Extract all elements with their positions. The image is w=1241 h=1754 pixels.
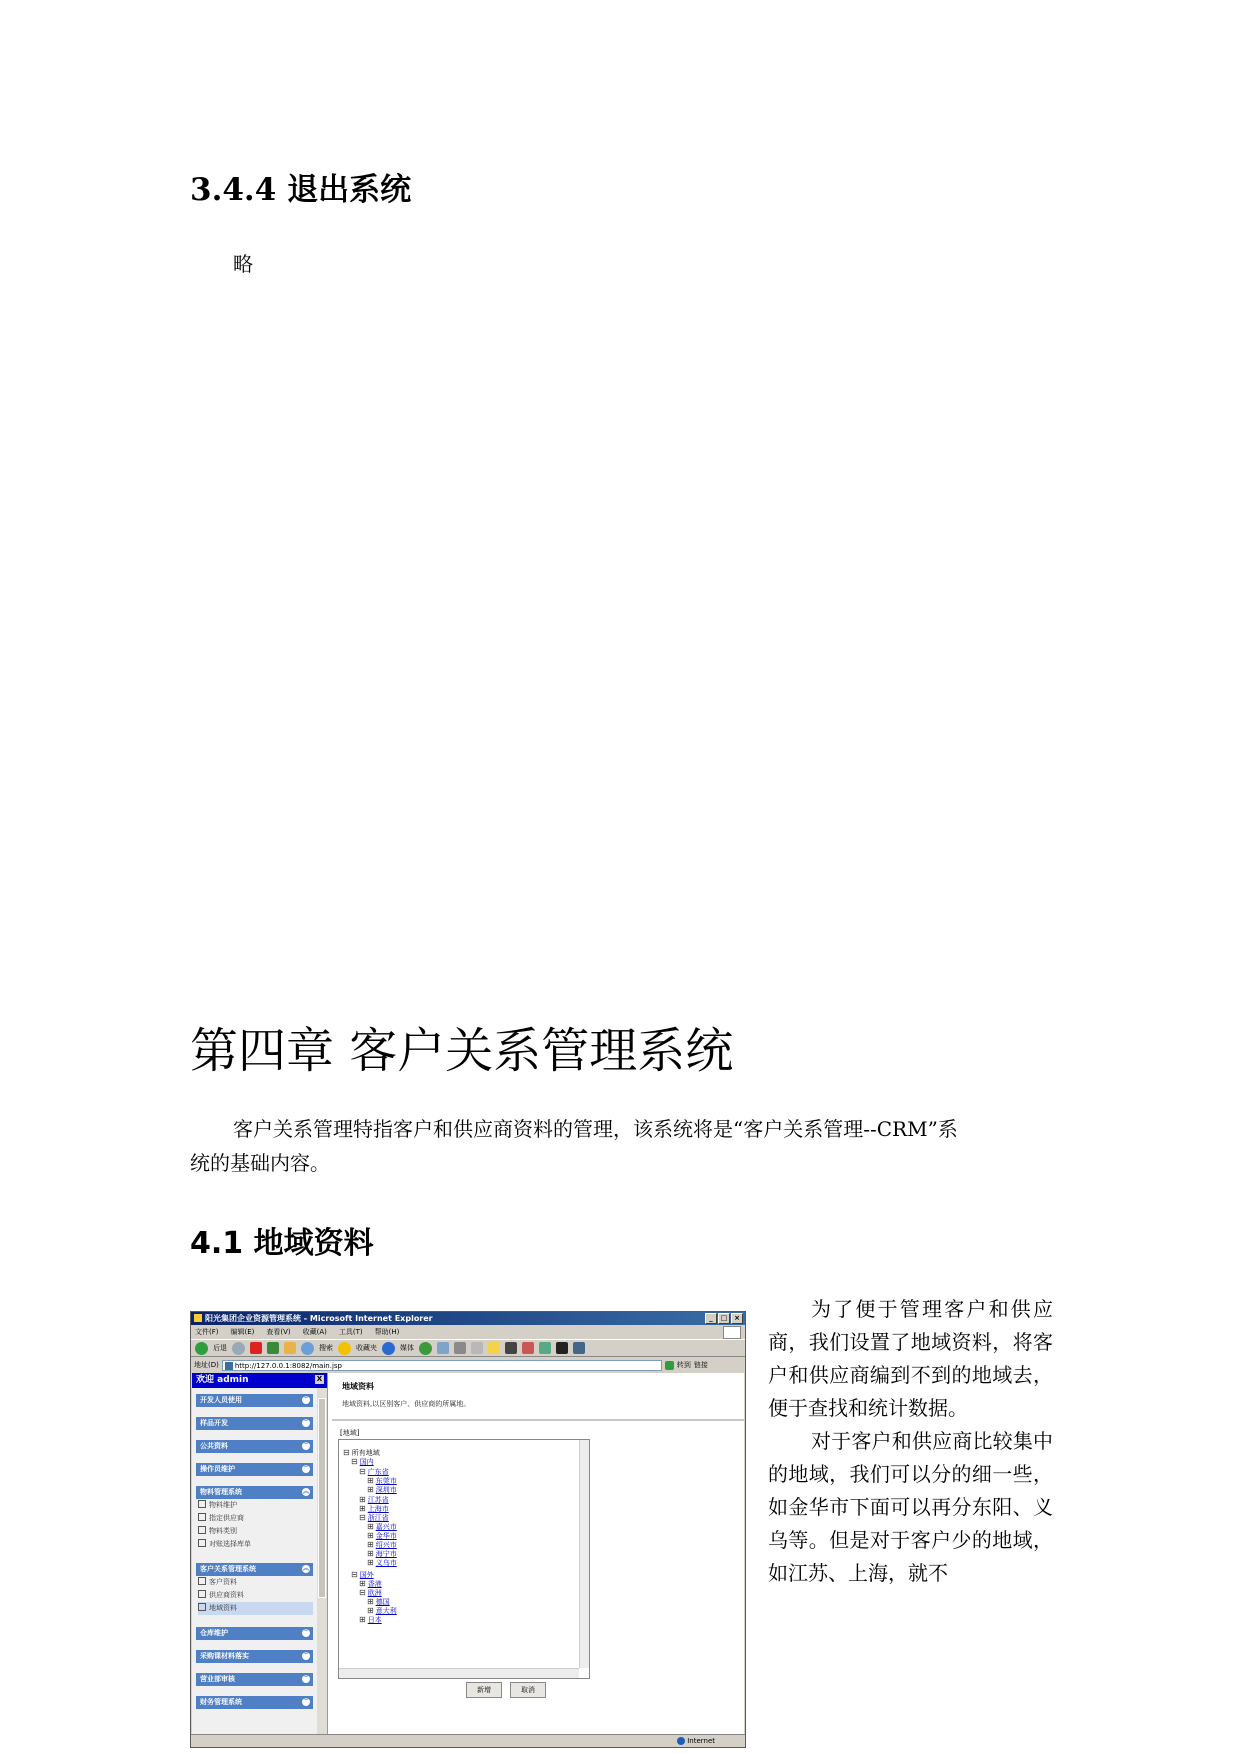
- tree-link[interactable]: 广东省: [367, 1468, 389, 1476]
- section-label: 财务管理系统: [200, 1698, 242, 1706]
- tree-link[interactable]: 深圳市: [375, 1486, 397, 1494]
- links-button[interactable]: 链接: [693, 1361, 708, 1369]
- section-label: 操作员维护: [200, 1465, 235, 1473]
- menu-bar: [191, 1326, 745, 1338]
- tree-label: 所有地域: [351, 1449, 380, 1457]
- tree-node-domestic[interactable]: [351, 1457, 374, 1467]
- messenger-icon[interactable]: [505, 1342, 517, 1354]
- address-bar: [191, 1358, 745, 1372]
- window-controls: [705, 1313, 743, 1324]
- qq-icon[interactable]: [556, 1342, 568, 1354]
- tree-link[interactable]: 义乌市: [375, 1559, 397, 1567]
- tree-link[interactable]: 意大利: [375, 1607, 397, 1615]
- menu-view[interactable]: 查看(V): [266, 1328, 291, 1336]
- research-icon[interactable]: [522, 1342, 534, 1354]
- print-icon[interactable]: [454, 1342, 466, 1354]
- welcome-banner: [192, 1373, 327, 1388]
- discuss-icon[interactable]: [488, 1342, 500, 1354]
- mail-icon[interactable]: [437, 1342, 449, 1354]
- favorites-star-icon[interactable]: [338, 1342, 351, 1355]
- chevron-down-icon: ︾: [302, 1396, 309, 1403]
- sidebar-item-supplier[interactable]: 供应商资料: [198, 1589, 327, 1602]
- tree-link[interactable]: 嘉兴市: [375, 1523, 397, 1531]
- page-description: 地域资料,以区别客户、供应商的所属地。: [342, 1400, 471, 1408]
- sidebar-item-material-maintain[interactable]: 物料维护: [198, 1499, 327, 1512]
- window-title: 阳光集团企业资源管理系统 - Microsoft Internet Explorer: [205, 1314, 433, 1323]
- sidebar-item-region[interactable]: 地域资料: [198, 1602, 313, 1615]
- tree-link[interactable]: 香港: [367, 1580, 382, 1588]
- section-label: 采购课材料落实: [200, 1652, 249, 1660]
- section-label: 样品开发: [200, 1419, 228, 1427]
- tree-link[interactable]: 德国: [375, 1598, 390, 1606]
- section-label: 客户关系管理系统: [200, 1565, 256, 1573]
- sidebar-scrollbar[interactable]: [317, 1388, 327, 1735]
- status-zone: Internet: [675, 1735, 715, 1747]
- chevron-down-icon: ︾: [302, 1652, 309, 1659]
- add-button[interactable]: 新增: [466, 1682, 502, 1698]
- favorites-button-label[interactable]: 收藏夹: [356, 1344, 377, 1352]
- chevron-down-icon: ︾: [302, 1465, 309, 1472]
- window-titlebar: [191, 1312, 745, 1325]
- refresh-icon[interactable]: [267, 1342, 279, 1354]
- tree-link[interactable]: 国内: [359, 1458, 374, 1466]
- go-arrow-icon[interactable]: [665, 1361, 674, 1370]
- tree-vertical-scrollbar[interactable]: [579, 1440, 589, 1668]
- section-heading-3-4-4: 3.4.4 退出系统: [190, 172, 412, 208]
- chevron-down-icon: ︾: [302, 1629, 309, 1636]
- tree-link[interactable]: 国外: [359, 1571, 374, 1579]
- sidebar-section-dev[interactable]: [196, 1394, 313, 1407]
- menu-favorites[interactable]: 收藏(A): [302, 1328, 327, 1336]
- paragraph: 为了便于管理客户和供应商，我们设置了地域资料，将客户和供应商编到不到的地域去，便于查找和统计数据。: [768, 1297, 1053, 1420]
- sidebar-section-operator[interactable]: [196, 1463, 313, 1476]
- address-label: 地址(D): [194, 1361, 219, 1369]
- stop-icon[interactable]: [250, 1342, 262, 1354]
- tree-link[interactable]: 金华市: [375, 1532, 397, 1540]
- tree-link[interactable]: 绍兴市: [375, 1541, 397, 1549]
- page-content: [192, 1373, 744, 1735]
- close-icon[interactable]: X: [316, 1375, 323, 1383]
- menu-edit[interactable]: 编辑(E): [230, 1328, 255, 1336]
- section-label: 物料管理系统: [200, 1488, 242, 1496]
- tree-link[interactable]: 上海市: [367, 1505, 389, 1513]
- back-button-label[interactable]: 后退: [213, 1344, 227, 1352]
- chevron-down-icon: ︾: [302, 1675, 309, 1682]
- tree-link[interactable]: 浙江省: [367, 1514, 389, 1522]
- welcome-text: 欢迎 admin: [196, 1375, 249, 1385]
- chevron-up-icon: ︽: [302, 1565, 309, 1572]
- tree-node-japan[interactable]: [359, 1615, 382, 1625]
- sidebar-item-material-category[interactable]: 物料类别: [198, 1525, 327, 1538]
- chapter-intro-paragraph: 客户关系管理特指客户和供应商资料的管理，该系统将是“客户关系管理--CRM”系统的基础内容。: [190, 1117, 958, 1175]
- sidebar-item-assign-supplier[interactable]: 指定供应商: [198, 1512, 327, 1525]
- divider: [332, 1419, 744, 1421]
- tree-link[interactable]: 江苏省: [367, 1496, 389, 1504]
- minimize-icon[interactable]: _: [705, 1313, 717, 1324]
- section-heading-4-1: 4.1 地域资料: [190, 1226, 374, 1261]
- chevron-up-icon: ︽: [302, 1488, 309, 1495]
- ie-icon: [194, 1314, 202, 1322]
- section-label: 开发人员使用: [200, 1396, 242, 1404]
- embedded-browser-screenshot: [190, 1311, 746, 1748]
- menu-help[interactable]: 帮助(H): [374, 1328, 400, 1336]
- paragraph: 对于客户和供应商比较集中的地域，我们可以分的细一些，如金华市下面可以再分东阳、义乌等。但是对于客户少的地域，如江苏、上海，就不: [768, 1429, 1053, 1585]
- fieldset-legend: [地域]: [340, 1429, 360, 1437]
- search-icon[interactable]: [301, 1342, 314, 1355]
- extra-icon[interactable]: [573, 1342, 585, 1354]
- tree-node-shenzhen[interactable]: [367, 1485, 397, 1495]
- sidebar-section-finance[interactable]: [196, 1696, 313, 1709]
- go-button[interactable]: 转到: [676, 1361, 691, 1369]
- browser-toolbar: [191, 1339, 745, 1357]
- close-icon[interactable]: ×: [731, 1313, 743, 1324]
- media-icon[interactable]: [382, 1342, 395, 1355]
- sidebar-section-warehouse[interactable]: [196, 1627, 313, 1640]
- sidebar-section-purchase[interactable]: [196, 1650, 313, 1663]
- page-title: 地域资料: [342, 1382, 374, 1391]
- maximize-icon[interactable]: □: [718, 1313, 730, 1324]
- media-button-label[interactable]: 媒体: [400, 1344, 414, 1352]
- chapter-title: 第四章 客户关系管理系统: [190, 1023, 734, 1079]
- sidebar-section-sales-review[interactable]: [196, 1673, 313, 1686]
- region-tree: [338, 1439, 590, 1679]
- sidebar: [192, 1373, 328, 1735]
- forward-arrow-icon[interactable]: [232, 1342, 245, 1355]
- tool-icon[interactable]: [539, 1342, 551, 1354]
- chevron-down-icon: ︾: [302, 1442, 309, 1449]
- address-input[interactable]: http://127.0.0.1:8082/main.jsp: [222, 1360, 662, 1371]
- section-label: 营业部审核: [200, 1675, 235, 1683]
- back-arrow-icon[interactable]: [195, 1342, 208, 1355]
- section-4-1-text: [768, 1293, 1053, 1590]
- tree-node-yiwu[interactable]: [367, 1558, 397, 1568]
- section-label: 仓库维护: [200, 1629, 228, 1637]
- chevron-down-icon: ︾: [302, 1698, 309, 1705]
- section-body-text: 略: [233, 252, 253, 276]
- tree-link[interactable]: 东莞市: [375, 1477, 397, 1485]
- sidebar-section-sample[interactable]: [196, 1417, 313, 1430]
- cancel-button[interactable]: 取消: [510, 1682, 546, 1698]
- tree-link[interactable]: 海宁市: [375, 1550, 397, 1558]
- history-icon[interactable]: [419, 1342, 432, 1355]
- section-label: 公共资料: [200, 1442, 228, 1450]
- sidebar-item-customer[interactable]: 客户资料: [198, 1576, 327, 1589]
- tree-link[interactable]: 日本: [367, 1616, 382, 1624]
- tree-link[interactable]: 欧洲: [367, 1589, 382, 1597]
- menu-tools[interactable]: 工具(T): [338, 1328, 363, 1336]
- main-pane: [332, 1373, 744, 1735]
- home-icon[interactable]: [284, 1342, 296, 1354]
- menu-file[interactable]: 文件(F): [195, 1328, 219, 1336]
- sidebar-item-reconcile[interactable]: 对账选择库单: [198, 1538, 327, 1551]
- tree-horizontal-scrollbar[interactable]: [339, 1668, 579, 1678]
- sidebar-section-crm[interactable]: [196, 1563, 313, 1576]
- search-button-label[interactable]: 搜索: [319, 1344, 333, 1352]
- status-bar: [191, 1734, 745, 1747]
- edit-icon[interactable]: [471, 1342, 483, 1354]
- chevron-down-icon: ︾: [302, 1419, 309, 1426]
- windows-logo-icon: [723, 1326, 741, 1339]
- sidebar-section-material[interactable]: [196, 1486, 313, 1499]
- sidebar-section-public[interactable]: [196, 1440, 313, 1453]
